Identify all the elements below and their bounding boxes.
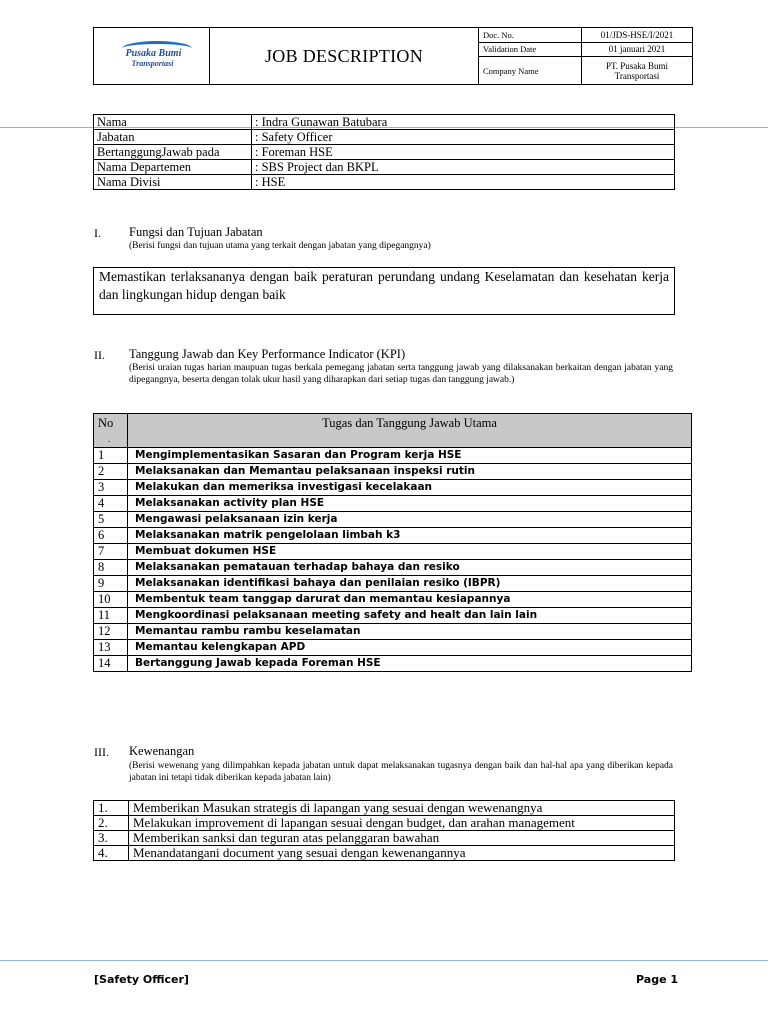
authority-text: Melakukan improvement di lapangan sesuai dengan budget, dan arahan management <box>129 816 675 831</box>
info-key: BertanggungJawab pada <box>94 145 252 160</box>
task-desc: Mengawasi pelaksanaan izin kerja <box>128 512 692 528</box>
authority-no: 1. <box>94 801 129 816</box>
section2-note: (Berisi uraian tugas harian maupuan tugas berkala pemegang jabatan serta tanggung jawab yang dilaksanakan berkaitan dengan jabatan yang dipegangnya, beserta dengan tolak ukur hasil yang diharapkan dari setiap tugas dan tanggung jawab.) <box>129 363 673 385</box>
task-no: 9 <box>94 576 128 592</box>
info-value: : Foreman HSE <box>252 145 675 160</box>
task-no: 11 <box>94 608 128 624</box>
task-no: 5 <box>94 512 128 528</box>
table-row <box>94 512 692 528</box>
tasks-header-row <box>94 414 692 448</box>
authority-no: 2. <box>94 816 129 831</box>
task-desc: Mengimplementasikan Sasaran dan Program kerja HSE <box>128 448 692 464</box>
task-desc: Memantau kelengkapan APD <box>128 640 692 656</box>
validation-date-value: 01 januari 2021 <box>582 42 693 57</box>
validation-date-label: Validation Date <box>479 42 582 57</box>
table-row <box>94 608 692 624</box>
doc-no-value: 01/JDS-HSE/I/2021 <box>582 28 693 43</box>
section3-title: Kewenangan <box>129 744 195 758</box>
task-desc: Bertanggung Jawab kepada Foreman HSE <box>128 656 692 672</box>
task-desc: Mengkoordinasi pelaksanaan meeting safety and healt dan lain lain <box>128 608 692 624</box>
info-value: : Indra Gunawan Batubara <box>252 115 675 130</box>
table-row <box>94 640 692 656</box>
section2-title: Tanggung Jawab dan Key Performance Indicator (KPI) <box>129 347 406 361</box>
table-row <box>94 624 692 640</box>
info-row <box>94 175 675 190</box>
task-no: 8 <box>94 560 128 576</box>
tasks-table <box>93 413 692 672</box>
task-no: 6 <box>94 528 128 544</box>
table-row <box>94 576 692 592</box>
task-no: 1 <box>94 448 128 464</box>
section3-note: (Berisi wewenang yang dilimpahkan kepada jabatan untuk dapat melaksanakan tugasnya dengan baik dan hal-hal apa yang diberikan kepada jabatan ini tetapi tidak diberikan kepada jabatan lain) <box>129 761 673 783</box>
table-row <box>94 560 692 576</box>
task-desc: Melaksanakan activity plan HSE <box>128 496 692 512</box>
list-item <box>94 816 675 831</box>
col-header-no-dot: . <box>108 434 111 444</box>
table-row <box>94 496 692 512</box>
logo-text-line1: Pusaka Bumi <box>125 48 182 59</box>
col-header-no <box>94 414 128 448</box>
task-desc: Membuat dokumen HSE <box>128 544 692 560</box>
info-value: : HSE <box>252 175 675 190</box>
footer-page-number: Page 1 <box>636 973 679 986</box>
section1-number: I. <box>94 226 101 240</box>
employee-info-table <box>93 114 675 190</box>
task-desc: Melakukan dan memeriksa investigasi kecelakaan <box>128 480 692 496</box>
task-desc: Melaksanakan dan Memantau pelaksanaan inspeksi rutin <box>128 464 692 480</box>
info-row <box>94 145 675 160</box>
bottom-rule-line <box>0 960 768 961</box>
table-row <box>94 480 692 496</box>
task-desc: Melaksanakan matrik pengelolaan limbah k3 <box>128 528 692 544</box>
table-row <box>94 448 692 464</box>
company-name-line1: PT. Pusaka Bumi <box>605 60 669 71</box>
document-header <box>93 27 693 85</box>
document-title: JOB DESCRIPTION <box>210 28 479 85</box>
authority-no: 3. <box>94 831 129 846</box>
task-no: 4 <box>94 496 128 512</box>
authority-text: Memberikan Masukan strategis di lapangan yang sesuai dengan wewenangnya <box>129 801 675 816</box>
info-row <box>94 115 675 130</box>
task-no: 14 <box>94 656 128 672</box>
task-desc: Membentuk team tanggap darurat dan memantau kesiapannya <box>128 592 692 608</box>
task-desc: Melaksanakan identifikasi bahaya dan penilaian resiko (IBPR) <box>128 576 692 592</box>
company-logo <box>102 33 202 79</box>
task-no: 10 <box>94 592 128 608</box>
company-name-label: Company Name <box>479 57 582 85</box>
info-value: : Safety Officer <box>252 130 675 145</box>
list-item <box>94 801 675 816</box>
col-header-task: Tugas dan Tanggung Jawab Utama <box>128 414 692 448</box>
footer-job-title: [Safety Officer] <box>94 973 189 986</box>
info-row <box>94 130 675 145</box>
authority-table <box>93 800 675 861</box>
info-value: : SBS Project dan BKPL <box>252 160 675 175</box>
list-item <box>94 831 675 846</box>
logo-cell <box>94 28 210 85</box>
section2-number: II. <box>94 348 105 362</box>
task-desc: Memantau rambu rambu keselamatan <box>128 624 692 640</box>
authority-text: Memberikan sanksi dan teguran atas pelanggaran bawahan <box>129 831 675 846</box>
section1-title: Fungsi dan Tujuan Jabatan <box>129 225 263 239</box>
task-no: 3 <box>94 480 128 496</box>
task-no: 13 <box>94 640 128 656</box>
table-row <box>94 544 692 560</box>
info-row <box>94 160 675 175</box>
authority-text: Menandatangani document yang sesuai dengan kewenangannya <box>129 846 675 861</box>
task-no: 7 <box>94 544 128 560</box>
task-no: 12 <box>94 624 128 640</box>
info-key: Jabatan <box>94 130 252 145</box>
info-key: Nama <box>94 115 252 130</box>
list-item <box>94 846 675 861</box>
table-row <box>94 592 692 608</box>
company-name-line2: Transportasi <box>614 70 660 81</box>
table-row <box>94 656 692 672</box>
section1-content-box: Memastikan terlaksananya dengan baik peraturan perundang undang Keselamatan dan kesehatan kerja dan lingkungan hidup dengan baik <box>93 267 675 315</box>
info-key: Nama Departemen <box>94 160 252 175</box>
logo-text-line2: Transportasi <box>131 59 174 68</box>
authority-no: 4. <box>94 846 129 861</box>
table-row <box>94 528 692 544</box>
table-row <box>94 464 692 480</box>
doc-no-label: Doc. No. <box>479 28 582 43</box>
task-no: 2 <box>94 464 128 480</box>
task-desc: Melaksanakan pematauan terhadap bahaya dan resiko <box>128 560 692 576</box>
col-header-no-text: No <box>98 416 114 430</box>
company-name-value <box>582 57 693 85</box>
info-key: Nama Divisi <box>94 175 252 190</box>
section3-number: III. <box>94 745 109 759</box>
section1-note: (Berisi fungsi dan tujuan utama yang terkait dengan jabatan yang dipegangnya) <box>129 241 431 251</box>
